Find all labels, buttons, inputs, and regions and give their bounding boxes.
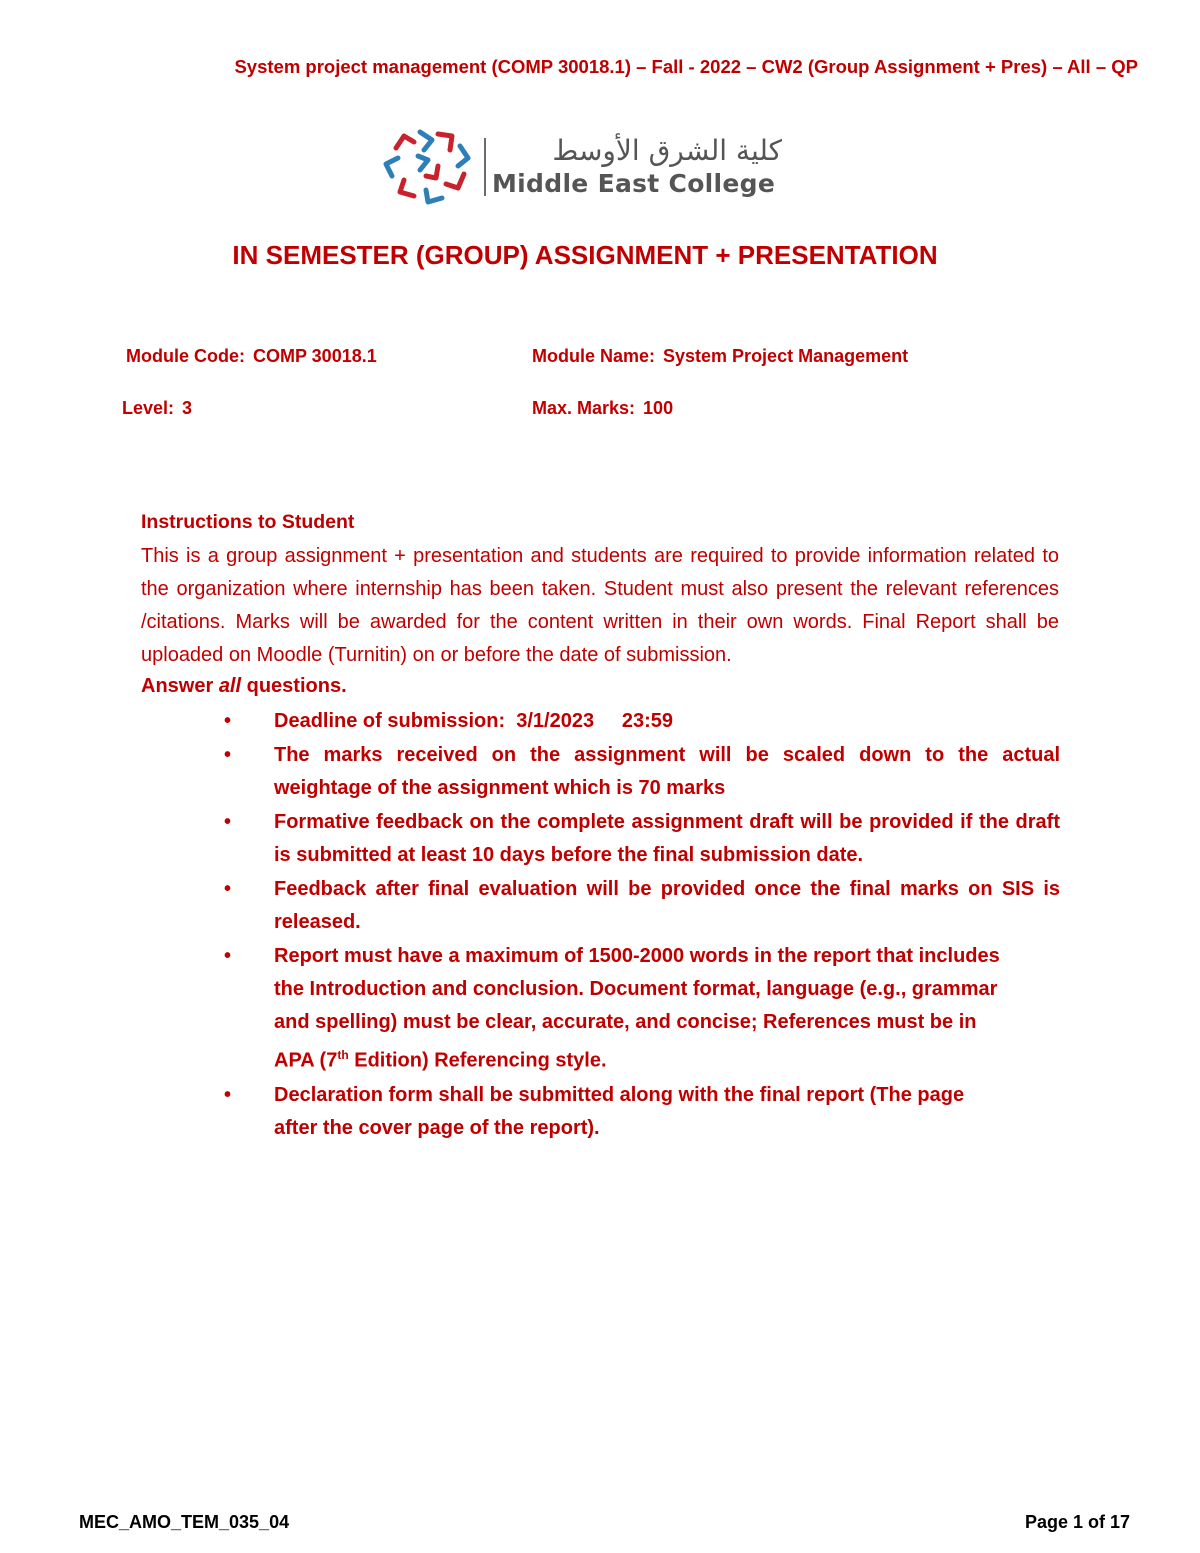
module-name-value: System Project Management [663,346,909,366]
bullet-icon: • [224,945,232,967]
list-item [218,739,1060,805]
college-logo-icon [380,126,480,206]
list-item [218,806,1060,872]
module-name-label: Module Name: [532,346,656,366]
logo-divider [484,138,486,196]
list-item [218,705,1060,738]
level-value: 3 [182,398,193,418]
list-item-text: Deadline of submission: 3/1/2023 23:59 [274,710,674,732]
instructions-heading: Instructions to Student [141,511,355,533]
bullet-icon: • [224,1083,232,1106]
page-title: IN SEMESTER (GROUP) ASSIGNMENT + PRESENTATION [232,240,938,270]
college-logo [380,126,790,206]
max-marks [532,398,673,419]
logo-english-name: Middle East College [492,169,776,198]
answer-all-note [141,675,347,698]
answer-suffix: questions. [241,675,347,697]
bullet-icon: • [224,744,232,766]
module-code [126,346,377,367]
answer-prefix: Answer [141,675,219,697]
list-item-text: Declaration form shall be submitted along with the final report (The page after the cover page of the report). [274,1083,965,1139]
list-item-text: Report must have a maximum of 1500-2000 words in the report that includes the Introduction and conclusion. Document format, language (e.g., grammar and spelling) must be clear, accurate, and concise; References must be in APA (7 [274,945,1000,1072]
answer-emphasis: all [218,675,242,697]
level [122,398,192,419]
max-marks-value: 100 [643,398,674,418]
list-item-text-end: Edition) Referencing style. [348,1049,607,1072]
list-item-text: The marks received on the assignment will be scaled down to the actual weightage of the assignment which is 70 marks [274,744,1060,799]
list-item [218,940,1004,1078]
list-item [218,1079,1004,1145]
superscript: th [337,1048,349,1062]
bullet-icon: • [224,811,232,833]
max-marks-label: Max. Marks: [532,398,636,418]
list-item-text: Formative feedback on the complete assignment draft will be provided if the draft is submitted at least 10 days before the final submission date. [274,811,1060,866]
bullet-icon: • [224,710,232,732]
page-number: Page 1 of 17 [1024,1512,1130,1532]
list-item-text: Feedback after final evaluation will be provided once the final marks on SIS is released. [274,878,1060,933]
level-label: Level: [122,398,175,418]
module-code-label: Module Code: [126,346,245,366]
bullet-icon: • [224,878,232,900]
document-code: MEC_AMO_TEM_035_04 [79,1512,290,1532]
instructions-list [218,705,1060,1146]
page-header: System project management (COMP 30018.1) – Fall - 2022 – CW2 (Group Assignment + Pres) – All – QP [234,56,1138,77]
module-code-value: COMP 30018.1 [253,346,377,366]
logo-arabic-name: كلية الشرق الأوسط [552,134,782,167]
list-item [218,873,1060,939]
instructions-paragraph: This is a group assignment + presentation and students are required to provide information related to the organization where internship has been taken. Student must also present the relevant references /citations. Marks will be awarded for the content written in their own words. Final Report shall be uploaded on Moodle (Turnitin) on or before the date of submission. [141,545,1059,666]
module-name [532,346,908,367]
